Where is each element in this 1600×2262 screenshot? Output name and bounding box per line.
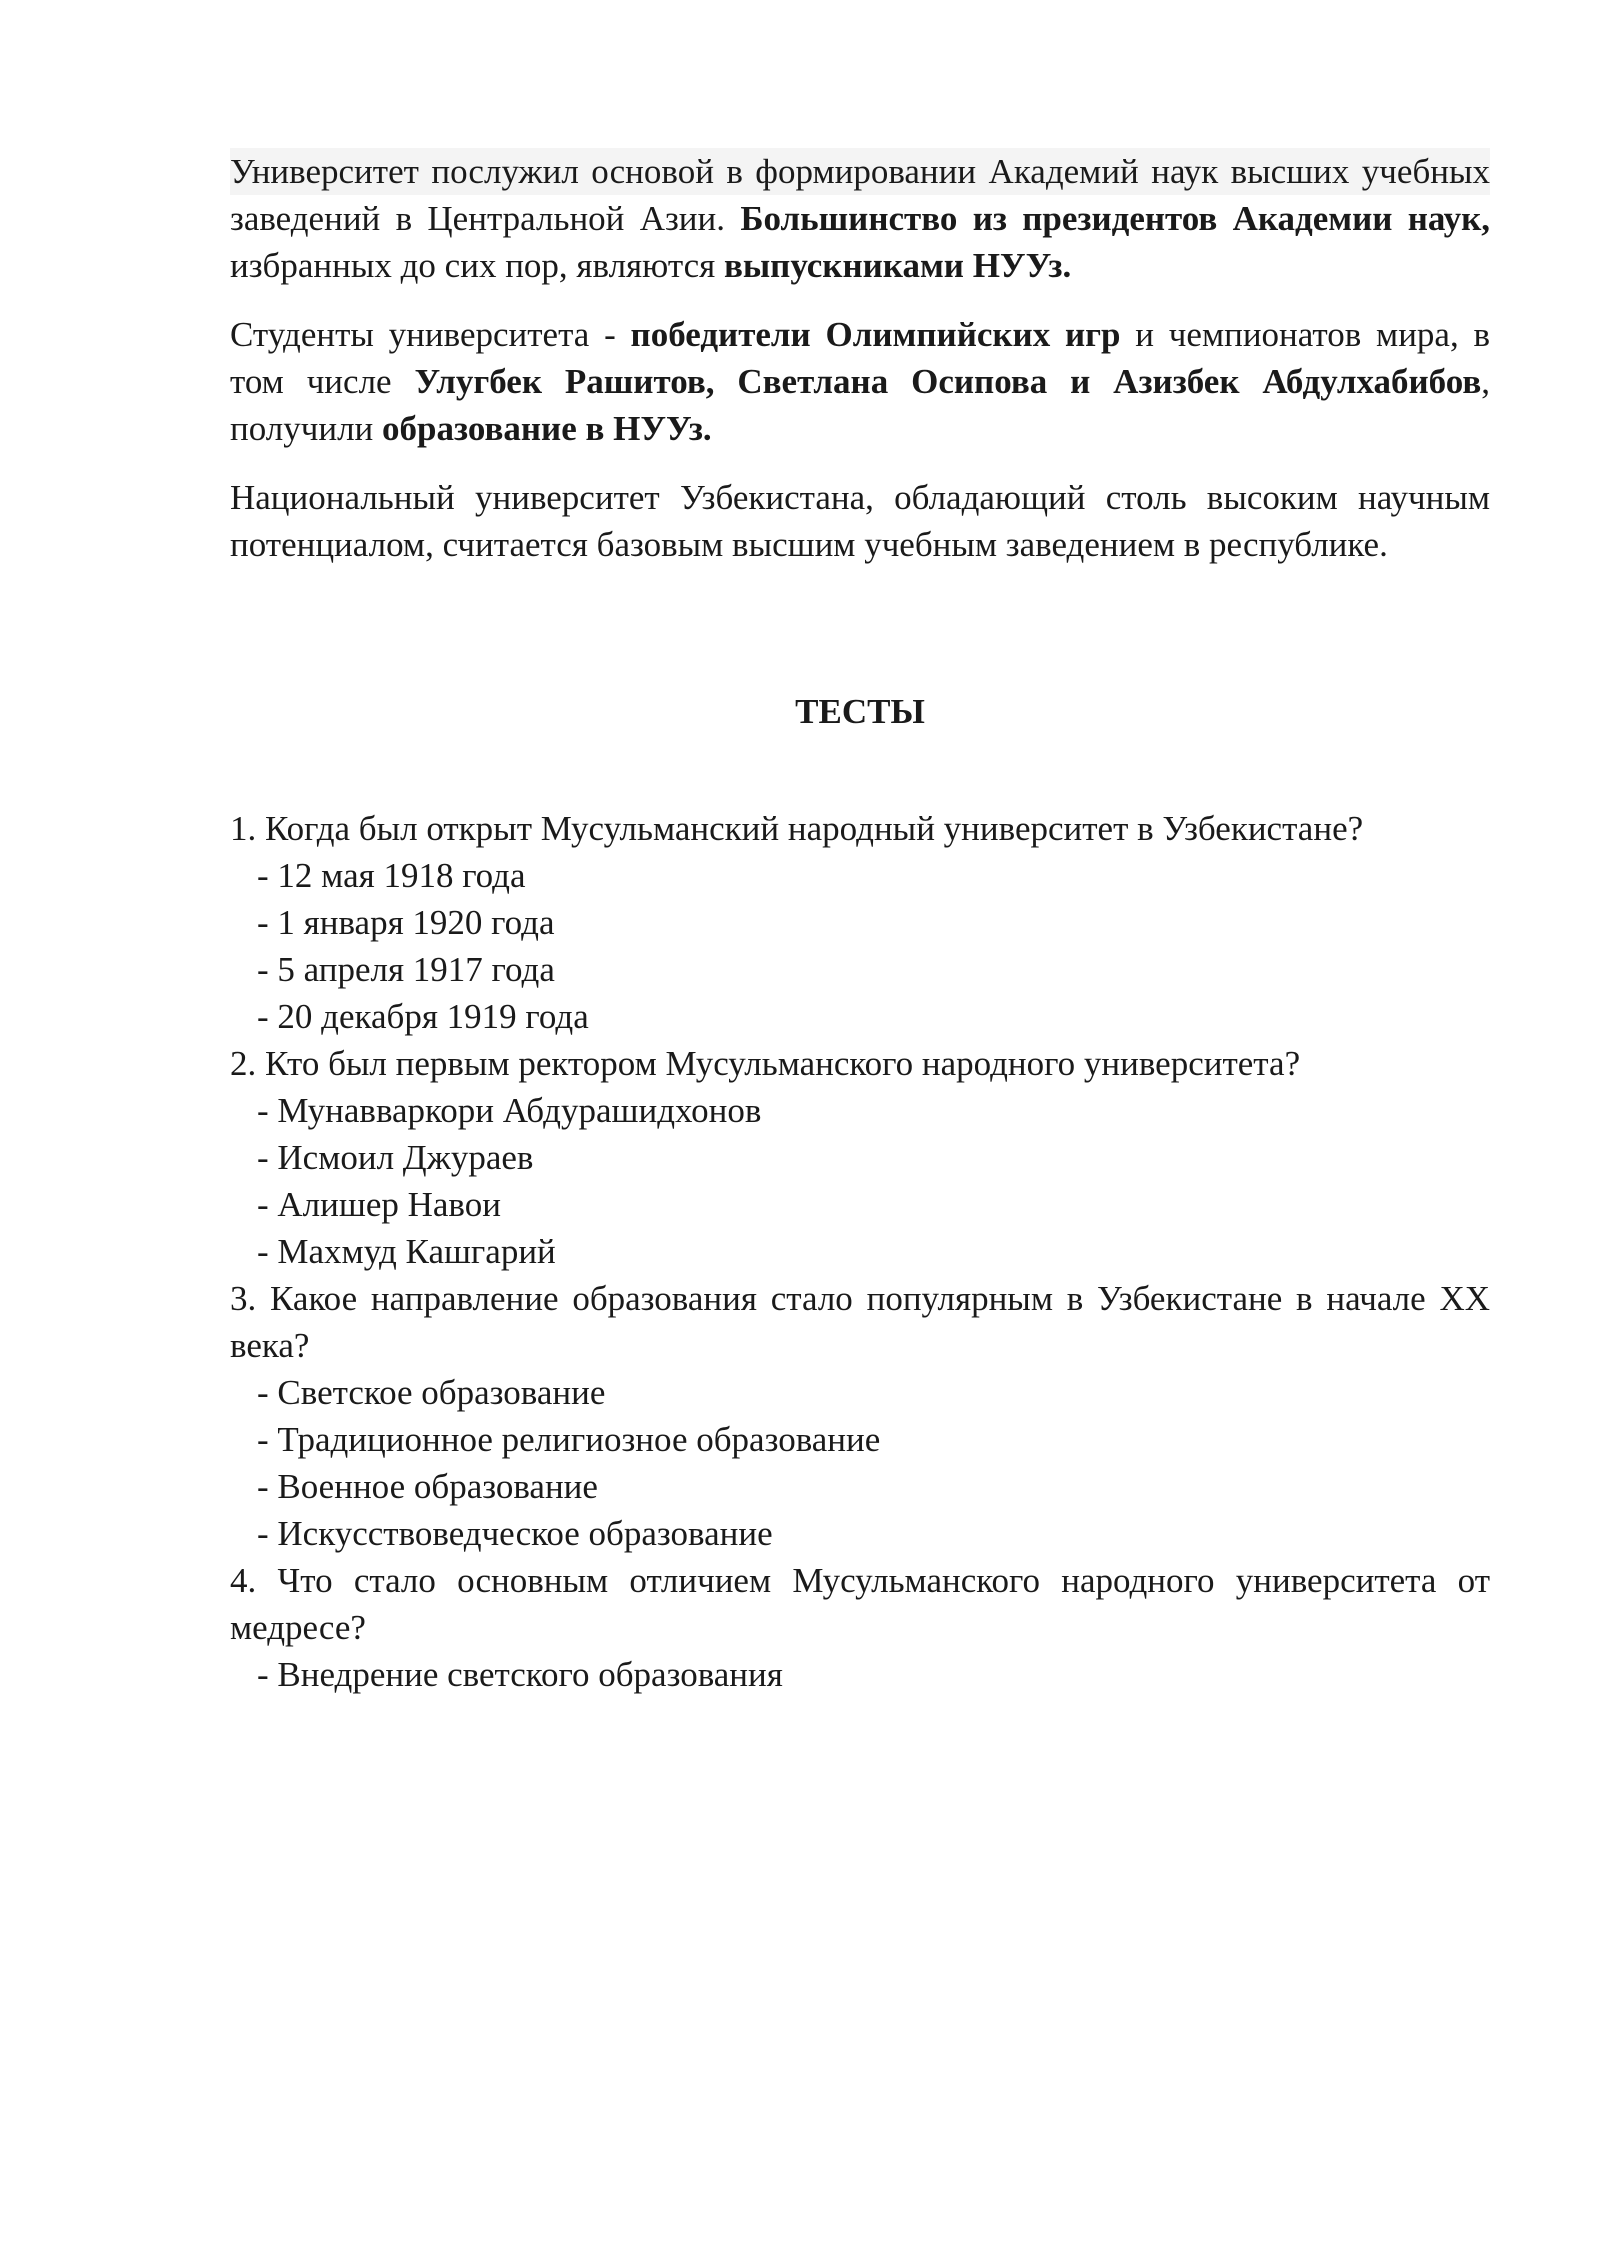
- question-block: [230, 1040, 1490, 1275]
- answer-option: - Светское образование: [257, 1373, 606, 1412]
- paragraph-students: [230, 311, 1490, 452]
- bold-run: образование в НУУз.: [382, 409, 712, 448]
- question-block: [230, 1557, 1490, 1698]
- tests-heading: ТЕСТЫ: [795, 692, 925, 731]
- question-block: [230, 1275, 1490, 1557]
- spacer: [230, 590, 1490, 688]
- answer-option: - Искусствоведческое образование: [257, 1514, 773, 1553]
- answer-option: - 20 декабря 1919 года: [257, 997, 589, 1036]
- question-text: 2. Кто был первым ректором Мусульманского народного университета?: [230, 1044, 1301, 1083]
- answer-option: - 1 января 1920 года: [257, 903, 555, 942]
- question-text: 4. Что стало основным отличием Мусульманского народного университета от медресе?: [230, 1561, 1490, 1647]
- paragraph-national-university: [230, 474, 1490, 568]
- answer-option: - Внедрение светского образования: [257, 1655, 783, 1694]
- text-run: Студенты университета -: [230, 315, 631, 354]
- question-text: 1. Когда был открыт Мусульманский народный университет в Узбекистане?: [230, 809, 1364, 848]
- text-run: Университет послужил основой в формировании Академий наук высших учебных заведений в Центральной Азии.: [230, 152, 1490, 238]
- answer-option: - Алишер Навои: [257, 1185, 501, 1224]
- answer-option: - Мунавваркори Абдурашидхонов: [257, 1091, 762, 1130]
- bold-run: Улугбек Рашитов, Светлана Осипова и Азизбек Абдулхабибов: [414, 362, 1482, 401]
- answer-option: - 5 апреля 1917 года: [257, 950, 555, 989]
- answer-option: - Махмуд Кашгарий: [257, 1232, 556, 1271]
- document-page: [230, 148, 1490, 1698]
- answer-option: - 12 мая 1918 года: [257, 856, 526, 895]
- answer-option: - Военное образование: [257, 1467, 598, 1506]
- answer-option: - Исмоил Джураев: [257, 1138, 534, 1177]
- spacer: [230, 735, 1490, 805]
- question-text: 3. Какое направление образования стало популярным в Узбекистане в начале XX века?: [230, 1279, 1490, 1365]
- text-run: избранных до сих пор, являются: [230, 246, 724, 285]
- bold-run: выпускниками НУУз.: [723, 246, 1072, 285]
- text-run: Национальный университет Узбекистана, обладающий столь высоким научным потенциалом, считается базовым высшим учебным заведением в республике.: [230, 478, 1490, 564]
- answer-option: - Традиционное религиозное образование: [257, 1420, 881, 1459]
- question-block: [230, 805, 1490, 1040]
- text-run: и чемпионатов мира, в том числе: [230, 315, 1491, 401]
- text-run: , получили: [230, 362, 1491, 448]
- bold-run: Большинство из президентов Академии наук,: [740, 199, 1491, 238]
- paragraph-academies: [230, 148, 1490, 289]
- bold-run: победители Олимпийских игр: [630, 315, 1121, 354]
